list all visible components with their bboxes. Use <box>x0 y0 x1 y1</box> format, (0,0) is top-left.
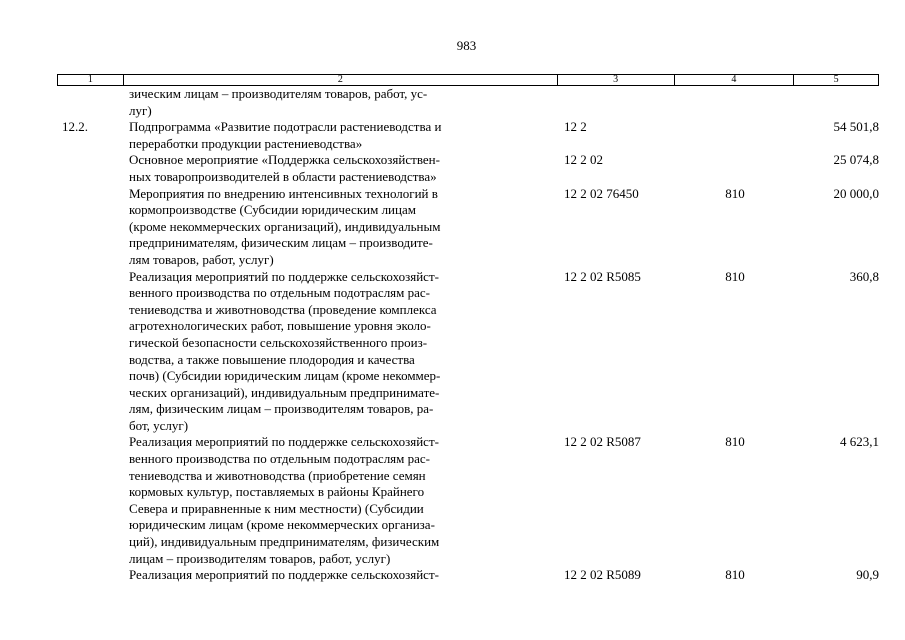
row-amount: 54 501,8 <box>833 119 879 135</box>
table-row <box>57 152 879 185</box>
table-row <box>57 186 879 269</box>
description-line: ческих организаций), индивидуальным предпринимате- <box>129 384 440 400</box>
description-line: ций), индивидуальным предпринимателям, физическим <box>129 534 440 550</box>
row-description <box>123 152 558 185</box>
description-line: тениеводства и животноводства (приобретение семян <box>129 467 426 483</box>
description-line: водства, а также повышение плодородия и качества <box>129 351 415 367</box>
header-col-2: 2 <box>124 75 558 85</box>
row-description <box>123 186 558 269</box>
row-expense-type: 810 <box>725 567 745 583</box>
description-line: гической безопасности сельскохозяйственного произ- <box>129 334 428 350</box>
table-row <box>57 86 879 119</box>
row-description <box>123 567 558 584</box>
description-line: юридическим лицам (кроме некоммерческих организа- <box>129 517 435 533</box>
row-code <box>558 86 675 119</box>
row-code: 12 2 02 R5089 <box>564 567 641 583</box>
row-expense-type <box>675 119 795 152</box>
row-expense-type: 810 <box>725 434 745 450</box>
row-expense-type <box>675 152 795 185</box>
row-number: 12.2. <box>62 119 88 135</box>
row-amount: 25 074,8 <box>833 152 879 168</box>
row-code: 12 2 <box>564 119 587 135</box>
table-body <box>57 86 879 584</box>
description-line: зическим лицам – производителям товаров, работ, ус- <box>129 86 428 101</box>
row-description <box>123 434 558 567</box>
description-line: тениеводства и животноводства (проведение комплекса <box>129 301 437 317</box>
row-number <box>57 186 123 269</box>
row-description <box>123 86 558 119</box>
row-amount: 4 623,1 <box>840 434 879 450</box>
budget-table <box>57 74 879 584</box>
description-line: кормовых культур, поставляемых в районы Крайнего <box>129 484 425 500</box>
description-line: Севера и приравненные к ним местности) (Субсидии <box>129 500 424 516</box>
description-line: Реализация мероприятий по поддержке сельскохозяйст- <box>129 268 439 284</box>
description-line: предпринимателям, физическим лицам – производите- <box>129 235 433 251</box>
row-number <box>57 434 123 567</box>
table-row <box>57 434 879 567</box>
table-row <box>57 119 879 152</box>
row-number <box>57 567 123 584</box>
description-line: почв) (Субсидии юридическим лицам (кроме некоммер- <box>129 368 441 384</box>
description-line: Подпрограмма «Развитие подотрасли растениеводства и <box>129 119 442 135</box>
header-col-1: 1 <box>58 75 124 85</box>
header-col-5: 5 <box>833 74 839 85</box>
description-line: агротехнологических работ, повышение уровня эколо- <box>129 318 431 334</box>
description-line: Реализация мероприятий по поддержке сельскохозяйст- <box>129 567 439 583</box>
row-number <box>57 86 123 119</box>
description-line: лям, физическим лицам – производителям товаров, ра- <box>129 401 434 417</box>
description-line: (кроме некоммерческих организаций), индивидуальным <box>129 218 441 234</box>
table-header <box>57 74 879 86</box>
description-line: венного производства по отдельным подотраслям рас- <box>129 285 431 301</box>
page-number: 983 <box>456 38 477 53</box>
description-line: кормопроизводстве (Субсидии юридическим лицам <box>129 202 416 218</box>
table-row <box>57 269 879 435</box>
row-amount: 20 000,0 <box>833 185 879 201</box>
row-code: 12 2 02 <box>564 152 603 168</box>
row-expense-type: 810 <box>725 268 745 284</box>
row-code: 12 2 02 R5087 <box>564 434 641 450</box>
description-line: луг) <box>129 102 152 118</box>
row-expense-type: 810 <box>725 185 745 201</box>
row-description <box>123 269 558 435</box>
description-line: лям товаров, работ, услуг) <box>129 251 274 267</box>
description-line: переработки продукции растениеводства» <box>129 135 363 151</box>
row-number <box>57 152 123 185</box>
table-row <box>57 567 879 584</box>
description-line: ных товаропроизводителей в области растениеводства» <box>129 168 437 184</box>
description-line: Основное мероприятие «Поддержка сельскохозяйствен- <box>129 152 440 168</box>
row-amount: 90,9 <box>856 567 879 583</box>
header-col-4: 4 <box>675 75 795 85</box>
description-line: лицам – производителям товаров, работ, услуг) <box>129 550 391 566</box>
row-expense-type <box>675 86 795 119</box>
description-line: бот, услуг) <box>129 417 189 433</box>
row-amount: 360,8 <box>849 268 879 284</box>
header-col-3: 3 <box>558 75 675 85</box>
row-code: 12 2 02 R5085 <box>564 268 641 284</box>
row-code: 12 2 02 76450 <box>564 185 639 201</box>
row-amount <box>795 86 879 119</box>
row-number <box>57 269 123 435</box>
description-line: Реализация мероприятий по поддержке сельскохозяйст- <box>129 434 439 450</box>
description-line: Мероприятия по внедрению интенсивных технологий в <box>129 185 438 201</box>
row-description <box>123 119 558 152</box>
description-line: венного производства по отдельным подотраслям рас- <box>129 451 431 467</box>
